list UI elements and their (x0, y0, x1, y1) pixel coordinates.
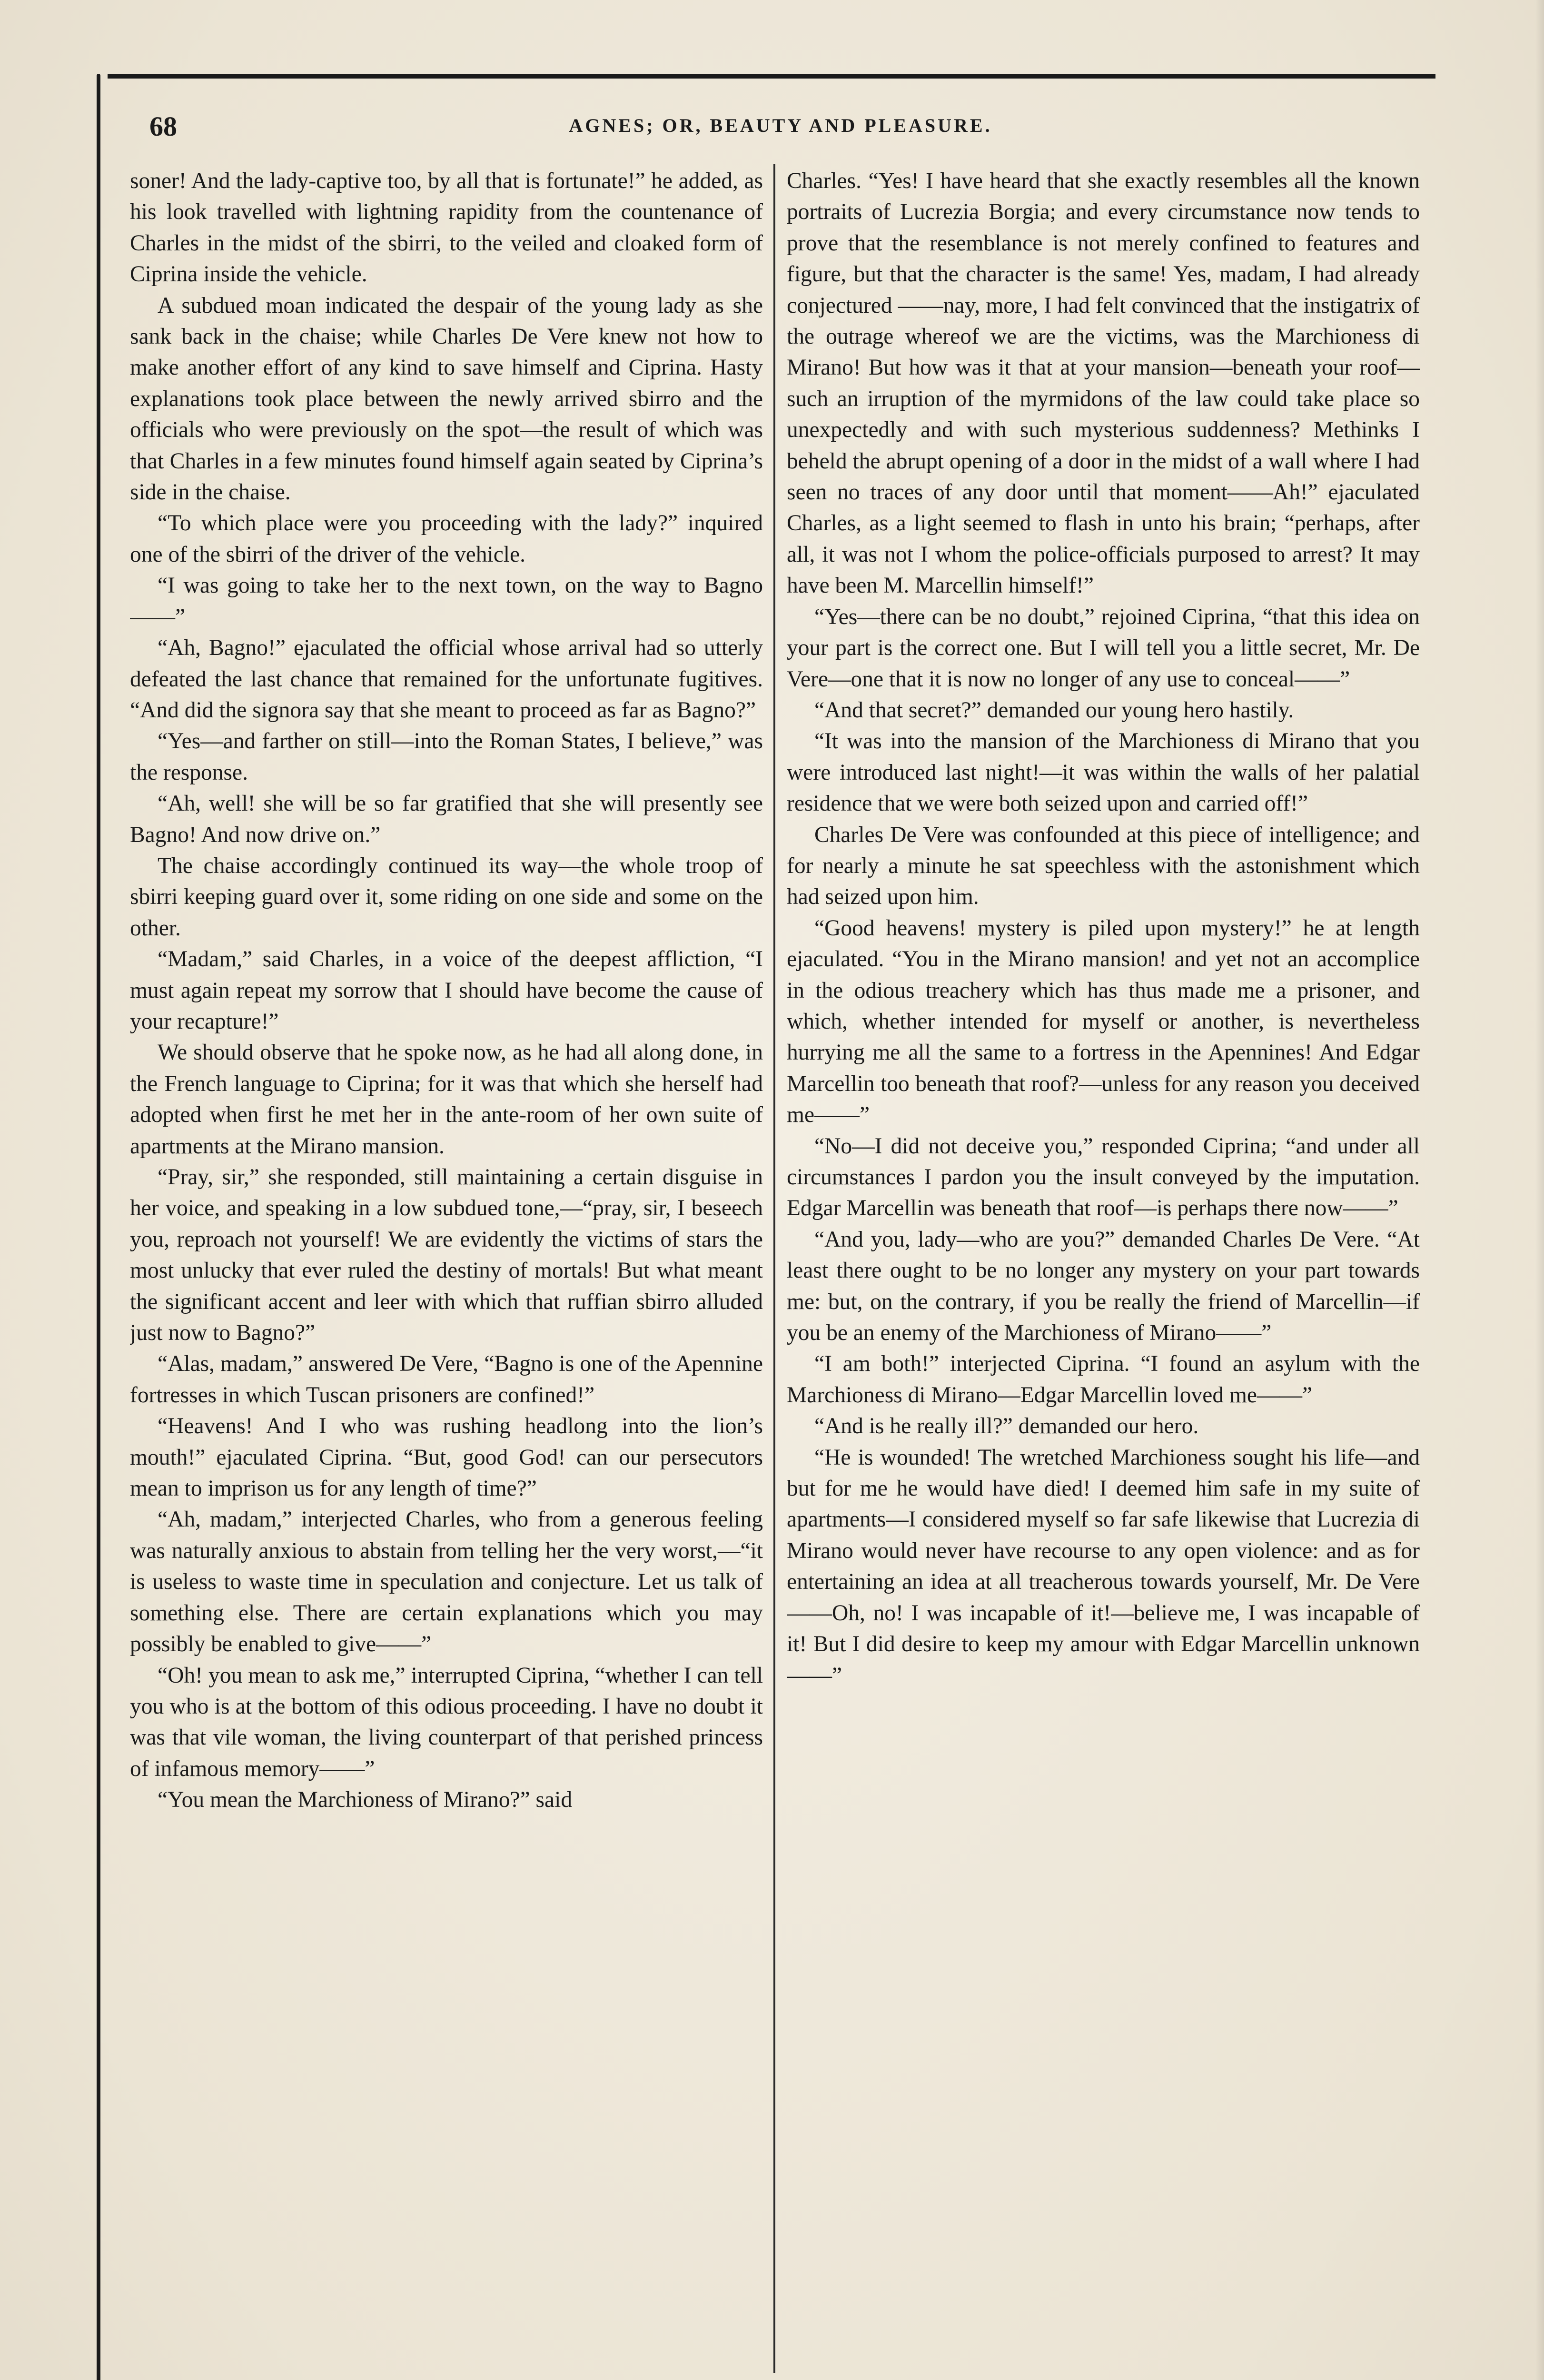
paragraph: Charles De Vere was confounded at this piece of intelligence; and for nearly a minute he sat speechless with the astonishment which had seized upon him. (787, 822, 1420, 910)
paragraph: “To which place were you proceeding with the lady?” inquired one of the sbirri of the driver of the vehicle. (130, 511, 763, 567)
paragraph: “I was going to take her to the next town, on the way to Bagno——” (130, 573, 763, 629)
paragraph: “Madam,” said Charles, in a voice of the deepest affliction, “I must again repeat my sorrow that I should have become the cause of your recapture!” (130, 947, 763, 1034)
paragraph: “Yes—and farther on still—into the Roman States, I believe,” was the response. (130, 729, 763, 785)
paragraph: A subdued moan indicated the despair of the young lady as she sank back in the chaise; while Charles De Vere knew not how to make another effort of any kind to save himself and Ciprina. Hasty explanations took place between the newly arrived sbirro and the officials who were previously on the spot—the result of which was that Charles in a few minutes found himself again seated by Ciprina’s side in the chaise. (130, 293, 763, 505)
left-rule (97, 74, 100, 2380)
right-text-column (787, 166, 1420, 2374)
paragraph: “I am both!” interjected Ciprina. “I found an asylum with the Marchioness di Mirano—Edgar Marcellin loved me——” (787, 1351, 1420, 1408)
paragraph: “Pray, sir,” she responded, still maintaining a certain disguise in her voice, and speaking in a low subdued tone,—“pray, sir, I beseech you, reproach not yourself! We are evidently the victims of stars the most unlucky that ever ruled the destiny of mortals! But what meant the significant accent and leer with which that ruffian sbirro alluded just now to Bagno?” (130, 1165, 763, 1346)
paragraph: “No—I did not deceive you,” responded Ciprina; “and under all circumstances I pardon you the insult conveyed by the imputation. Edgar Marcellin was beneath that roof—is perhaps there now——” (787, 1133, 1420, 1221)
paragraph: “Oh! you mean to ask me,” interrupted Ciprina, “whether I can tell you who is at the bottom of this odious proceeding. I have no doubt it was that vile woman, the living counterpart of that perished princess of infamous memory——” (130, 1663, 763, 1781)
column-divider (773, 164, 775, 2373)
paragraph: The chaise accordingly continued its way—the whole troop of sbirri keeping guard over it, some riding on one side and some on the other. (130, 853, 763, 941)
paragraph: “Heavens! And I who was rushing headlong into the lion’s mouth!” ejaculated Ciprina. “But, good God! can our persecutors mean to imprison us for any length of time?” (130, 1414, 763, 1501)
paragraph: soner! And the lady-captive too, by all that is fortunate!” he added, as his look travelled with lightning rapidity from the countenance of Charles in the midst of the sbirri, to the veiled and cloaked form of Ciprina inside the vehicle. (130, 169, 763, 287)
paragraph: “Alas, madam,” answered De Vere, “Bagno is one of the Apennine fortresses in which Tuscan prisoners are confined!” (130, 1351, 763, 1408)
paragraph: “Ah, Bagno!” ejaculated the official whose arrival had so utterly defeated the last chance that remained for the unfortunate fugitives. “And did the signora say that she meant to proceed as far as Bagno?” (130, 635, 763, 723)
paragraph: “Good heavens! mystery is piled upon mystery!” he at length ejaculated. “You in the Mirano mansion! and yet not an accomplice in the odious treachery which has thus made me a prisoner, and which, whether intended for myself or another, is nevertheless hurrying me all the same to a fortress in the Apennines! And Edgar Marcellin too beneath that roof?—unless for any reason you deceived me——” (787, 915, 1420, 1128)
paragraph: Charles. “Yes! I have heard that she exactly resembles all the known portraits of Lucrezia Borgia; and every circumstance now tends to prove that the resemblance is not merely confined to features and figure, but that the character is the same! Yes, madam, I had already conjectured ——nay, more, I had felt convinced that the instigatrix of the outrage whereof we are the victims, was the Marchioness di Mirano! But how was it that at your mansion—beneath your roof—such an irruption of the myrmidons of the law could take place so unexpectedly and with such mysterious suddenness? Methinks I beheld the abrupt opening of a door in the midst of a wall where I had seen no traces of any door until that moment——Ah!” ejaculated Charles, as a light seemed to flash in unto his brain; “perhaps, after all, it was not I whom the police-officials purposed to arrest? It may have been M. Marcellin himself!” (787, 169, 1420, 598)
paragraph: “He is wounded! The wretched Marchioness sought his life—and but for me he would have died! I deemed him safe in my suite of apartments—I considered myself so far safe likewise that Lucrezia di Mirano would never have recourse to any open violence: and as for entertaining an idea at all treacherous towards yourself, Mr. De Vere——Oh, no! I was incapable of it!—believe me, I was incapable of it! But I did desire to keep my amour with Edgar Marcellin unknown——” (787, 1445, 1420, 1688)
paragraph: “And you, lady—who are you?” demanded Charles De Vere. “At least there ought to be no longer any mystery on your part towards me: but, on the contrary, if you be really the friend of Marcellin—if you be an enemy of the Marchioness of Mirano——” (787, 1227, 1420, 1346)
paragraph: “You mean the Marchioness of Mirano?” said (158, 1787, 573, 1813)
running-title: AGNES; OR, BEAUTY AND PLEASURE. (569, 115, 992, 136)
paragraph: “Yes—there can be no doubt,” rejoined Ciprina, “that this idea on your part is the correct one. But I will tell you a little secret, Mr. De Vere—one that it is now no longer of any use to conceal——” (787, 604, 1420, 692)
paragraph: “Ah, madam,” interjected Charles, who from a generous feeling was naturally anxious to abstain from telling her the very worst,—“it is useless to waste time in speculation and conjecture. Let us talk of something else. There are certain explanations which you may possibly be enabled to give——” (130, 1507, 763, 1657)
left-text-column (130, 166, 763, 2374)
paragraph: “And that secret?” demanded our young hero hastily. (814, 697, 1294, 723)
paragraph: “And is he really ill?” demanded our hero. (814, 1414, 1199, 1439)
page-number: 68 (149, 111, 177, 142)
paragraph: We should observe that he spoke now, as he had all along done, in the French language to Ciprina; for it was that which she herself had adopted when first he met her in the ante-room of her own suite of apartments at the Mirano mansion. (130, 1040, 763, 1159)
page-header (129, 106, 1433, 149)
page-edge-shadow (1535, 0, 1544, 2380)
paragraph: “It was into the mansion of the Marchioness di Mirano that you were introduced last night!—it was within the walls of her palatial residence that we were both seized upon and carried off!” (787, 729, 1420, 816)
top-rule (108, 74, 1435, 79)
paragraph: “Ah, well! she will be so far gratified that she will presently see Bagno! And now drive on.” (130, 791, 763, 847)
